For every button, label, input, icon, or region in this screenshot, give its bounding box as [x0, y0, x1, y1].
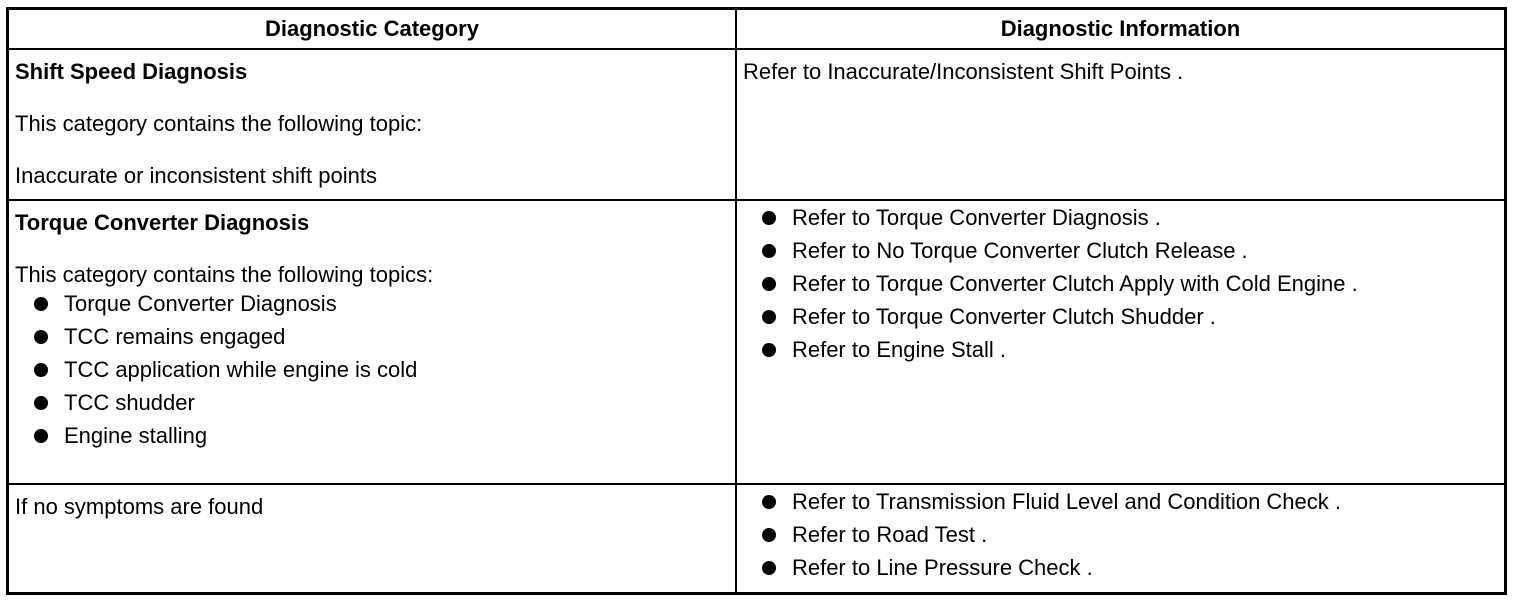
header-diagnostic-category: Diagnostic Category — [8, 9, 736, 50]
info-link[interactable]: Refer to Torque Converter Clutch Apply with Cold Engine . — [791, 271, 1358, 296]
bullet-icon — [762, 528, 776, 542]
category-topic: Inaccurate or inconsistent shift points — [15, 163, 377, 188]
bullet-icon — [762, 211, 776, 225]
category-title: Torque Converter Diagnosis — [15, 210, 310, 235]
bullet-icon — [34, 363, 48, 377]
topic-list — [15, 287, 729, 452]
bullet-icon — [34, 330, 48, 344]
category-cell — [8, 200, 736, 484]
list-item — [743, 300, 1498, 333]
category-cell — [8, 49, 736, 200]
header-row — [8, 9, 1506, 50]
list-item — [743, 551, 1498, 584]
bullet-icon — [34, 429, 48, 443]
list-item — [743, 485, 1498, 518]
bullet-icon — [34, 396, 48, 410]
list-item — [743, 267, 1498, 300]
bullet-icon — [762, 343, 776, 357]
header-diagnostic-information: Diagnostic Information — [736, 9, 1506, 50]
list-item: Engine stalling — [15, 419, 729, 452]
list-item — [743, 518, 1498, 551]
info-cell — [736, 484, 1506, 594]
bullet-icon — [762, 561, 776, 575]
info-link[interactable]: Refer to Torque Converter Clutch Shudder . — [791, 304, 1216, 329]
list-item — [743, 333, 1498, 366]
info-list — [743, 485, 1498, 584]
diagnostic-table — [6, 7, 1507, 595]
list-item — [743, 201, 1498, 234]
list-item: TCC shudder — [15, 386, 729, 419]
category-intro: This category contains the following topic: — [15, 111, 423, 136]
list-item: TCC remains engaged — [15, 320, 729, 353]
table-row — [8, 484, 1506, 594]
list-item: TCC application while engine is cold — [15, 353, 729, 386]
bullet-icon — [34, 297, 48, 311]
bullet-icon — [762, 277, 776, 291]
info-link[interactable]: Refer to Line Pressure Check . — [791, 555, 1093, 580]
info-list — [743, 201, 1498, 366]
info-link[interactable]: Refer to Transmission Fluid Level and Condition Check . — [791, 489, 1341, 514]
info-link[interactable]: Refer to Inaccurate/Inconsistent Shift Points . — [742, 59, 1184, 84]
info-link[interactable]: Refer to Road Test . — [791, 522, 988, 547]
info-link[interactable]: Refer to Torque Converter Diagnosis . — [791, 205, 1161, 230]
list-item: Torque Converter Diagnosis — [15, 287, 729, 320]
bullet-icon — [762, 310, 776, 324]
bullet-icon — [762, 244, 776, 258]
info-link[interactable]: Refer to No Torque Converter Clutch Release . — [791, 238, 1248, 263]
list-item — [743, 234, 1498, 267]
info-cell — [736, 200, 1506, 484]
category-title: Shift Speed Diagnosis — [15, 59, 248, 84]
category-text: If no symptoms are found — [15, 494, 264, 519]
table-row — [8, 49, 1506, 200]
category-cell — [8, 484, 736, 594]
info-cell — [736, 49, 1506, 200]
table-row — [8, 200, 1506, 484]
info-link[interactable]: Refer to Engine Stall . — [791, 337, 1006, 362]
bullet-icon — [762, 495, 776, 509]
category-intro: This category contains the following topics: — [15, 262, 434, 287]
